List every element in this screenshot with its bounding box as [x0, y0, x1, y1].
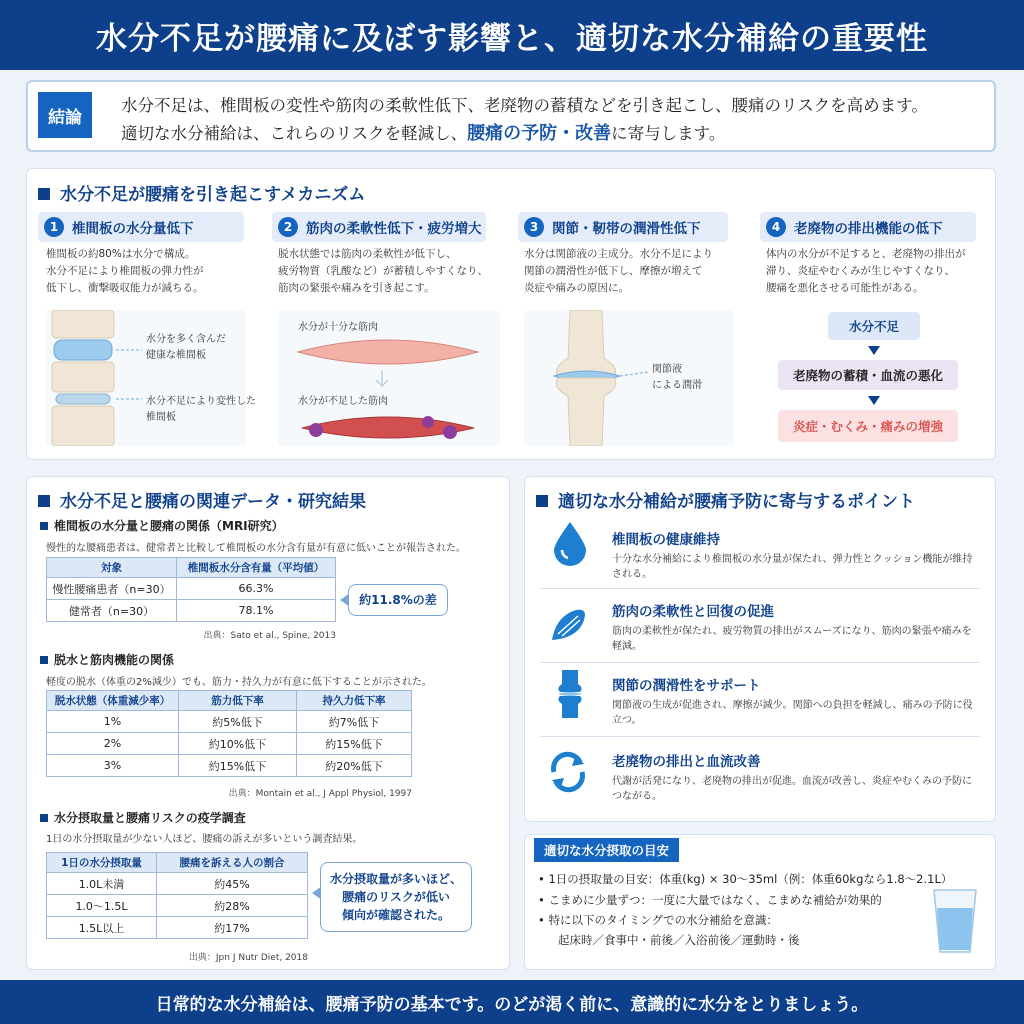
study-3-table	[46, 852, 308, 939]
study-1-table	[46, 557, 336, 622]
table-header: 筋力低下率	[179, 691, 297, 711]
guide-tag: 適切な水分摂取の目安	[534, 838, 679, 862]
joint-icon	[524, 310, 734, 446]
table-header: 持久力低下率	[297, 691, 412, 711]
table-cell: 健常者（n=30）	[47, 600, 177, 622]
mechanism-2-title: 筋肉の柔軟性低下・疲労増大	[306, 221, 482, 237]
mechanism-1-header	[38, 212, 244, 242]
study-2-source: 出典：Montain et al., J Appl Physiol, 1997	[228, 789, 412, 799]
table-cell: 3%	[47, 755, 179, 777]
mechanism-3-text: 水分は関節液の主成分。水分不足により 関節の潤滑性が低下し、摩擦が増えて 炎症や痛みの原因に。	[524, 248, 713, 294]
table-header: 椎間板水分含有量（平均値）	[177, 558, 336, 578]
table-row	[47, 578, 336, 600]
conclusion-highlight: 腰痛の予防・改善	[467, 123, 612, 144]
conclusion-line-2-pre: 適切な水分補給は、これらのリスクを軽減し、	[121, 124, 468, 143]
table-cell: 約17%	[157, 917, 308, 939]
table-header: 1日の水分摂取量	[47, 853, 157, 873]
table-cell: 約15%低下	[297, 733, 412, 755]
point-1-text: 十分な水分補給により椎間板の水分量が保たれ、弾力性とクッション機能が維持される。	[612, 554, 973, 580]
table-header: 脱水状態（体重減少率）	[47, 691, 179, 711]
conclusion-tag: 結論	[38, 92, 92, 138]
divider	[540, 662, 980, 663]
study-3-callout: 水分摂取量が多いほど、 腰痛のリスクが低い 傾向が確認された。	[320, 862, 472, 932]
mechanism-title: 水分不足が腰痛を引き起こすメカニズム	[38, 180, 365, 205]
mechanism-2-text: 脱水状態では筋肉の柔軟性が低下し、 疲労物質（乳酸など）が蓄積しやすくなり、 筋肉の緊張や痛みを引き起こす。	[278, 248, 488, 294]
table-row	[47, 917, 308, 939]
conclusion-line-2	[121, 119, 725, 145]
table-row	[47, 733, 412, 755]
guide-line-2: • こまめに少量ずつ：一度に大量ではなく、こまめな補給が効果的	[538, 893, 882, 907]
guide-line-4: 起床時／食事中・前後／入浴前後／運動時・後	[558, 933, 800, 947]
flow-step-waste: 老廃物の蓄積・血流の悪化	[778, 360, 958, 390]
study-2-desc: 軽度の脱水（体重の2%減少）でも、筋力・持久力が有意に低下することが示された。	[46, 677, 432, 688]
table-cell: 1.0L未満	[47, 873, 157, 895]
study-1-desc: 慢性的な腰痛患者は、健常者と比較して椎間板の水分含有量が有意に低いことが報告された。	[46, 543, 466, 554]
research-title: 水分不足と腰痛の関連データ・研究結果	[38, 487, 366, 512]
point-3-title: 関節の潤滑性をサポート	[612, 678, 761, 694]
study-2-table	[46, 690, 412, 777]
point-4-title: 老廃物の排出と血流改善	[612, 754, 761, 770]
table-row	[47, 895, 308, 917]
table-cell: 66.3%	[177, 578, 336, 600]
table-cell: 1%	[47, 711, 179, 733]
flow-step-inflammation: 炎症・むくみ・痛みの増強	[778, 410, 958, 442]
mechanism-1-title: 椎間板の水分量低下	[72, 221, 194, 237]
guide-line-3: • 特に以下のタイミングでの水分補給を意識：	[538, 913, 778, 927]
number-3-icon: 3	[524, 217, 544, 237]
divider	[540, 736, 980, 737]
mechanism-4-text: 体内の水分が不足すると、老廃物の排出が 滞り、炎症やむくみが生じやすくなり、 腰痛を悪化させる可能性がある。	[766, 248, 966, 294]
point-3-text: 関節液の生成が促進され、摩擦が減少。関節への負担を軽減し、痛みの予防に役立つ。	[612, 700, 973, 726]
mechanism-1-text: 椎間板の約80%は水分で構成。 水分不足により椎間板の弾力性が 低下し、衝撃吸収能力が減ちる。	[46, 248, 204, 294]
conclusion-line-2-post: に寄与します。	[611, 124, 726, 143]
study-3-desc: 1日の水分摂取量が少ない人ほど、腰痛の訴えが多いという調査結果。	[46, 834, 363, 845]
mechanism-4-header	[760, 212, 976, 242]
table-header: 腰痛を訴える人の割合	[157, 853, 308, 873]
bullet-square-icon	[40, 814, 48, 822]
flow-arrow-icon	[868, 346, 880, 355]
healthy-disc-label: 水分を多く含んだ 健康な椎間板	[146, 334, 226, 361]
dehydrated-muscle-label: 水分が不足した筋肉	[298, 396, 388, 407]
table-cell: 約20%低下	[297, 755, 412, 777]
study-3-title: 水分摂取量と腰痛リスクの疫学調査	[40, 809, 246, 826]
table-cell: 1.5L以上	[47, 917, 157, 939]
points-title: 適切な水分補給が腰痛予防に寄与するポイント	[536, 487, 915, 512]
point-1-title: 椎間板の健康維持	[612, 532, 720, 548]
bullet-square-icon	[40, 522, 48, 530]
table-row	[47, 755, 412, 777]
section-square-icon	[38, 495, 50, 507]
table-cell: 2%	[47, 733, 179, 755]
study-2-title: 脱水と筋肉機能の関係	[40, 651, 174, 668]
joint-icon	[550, 670, 590, 718]
table-cell: 慢性腰痛患者（n=30）	[47, 578, 177, 600]
study-1-callout: 約11.8%の差	[348, 584, 448, 616]
table-cell: 1.0〜1.5L	[47, 895, 157, 917]
point-4-text: 代謝が活発になり、老廃物の排出が促進。血流が改善し、炎症やむくみの予防につながる。	[612, 776, 972, 802]
study-1-source: 出典：Sato et al., Spine, 2013	[203, 631, 336, 641]
number-4-icon: 4	[766, 217, 786, 237]
mechanism-3-header	[518, 212, 728, 242]
table-cell: 78.1%	[177, 600, 336, 622]
footer-message: 日常的な水分補給は、腰痛予防の基本です。のどが渇く前に、意識的に水分をとりましょう。	[0, 980, 1024, 1024]
number-1-icon: 1	[44, 217, 64, 237]
joint-illustration	[524, 310, 734, 446]
guide-line-1: • 1日の摂取量の目安：体重(kg) × 30〜35ml（例：体重60kgなら1.8〜2.1L）	[538, 872, 953, 886]
table-header: 対象	[47, 558, 177, 578]
mechanism-2-header	[272, 212, 486, 242]
point-2-title: 筋肉の柔軟性と回復の促進	[612, 604, 774, 620]
study-1-title: 椎間板の水分量と腰痛の関係（MRI研究）	[40, 517, 284, 534]
table-cell: 約10%低下	[179, 733, 297, 755]
page-title: 水分不足が腰痛に及ぼす影響と、適切な水分補給の重要性	[0, 0, 1024, 70]
flow-step-dehydration: 水分不足	[828, 312, 920, 340]
number-2-icon: 2	[278, 217, 298, 237]
muscle-icon	[278, 310, 500, 446]
table-cell: 約7%低下	[297, 711, 412, 733]
point-2-text: 筋肉の柔軟性が保たれ、疲労物質の排出がスムーズになり、筋肉の緊張や痛みを軽減。	[612, 626, 972, 652]
table-row	[47, 600, 336, 622]
conclusion-line-1: 水分不足は、椎間板の変性や筋肉の柔軟性低下、老廃物の蓄積などを引き起こし、腰痛のリスクを高めます。	[121, 96, 928, 115]
spine-illustration	[46, 310, 256, 446]
water-drop-icon	[550, 520, 590, 566]
table-cell: 約5%低下	[179, 711, 297, 733]
table-row	[47, 873, 308, 895]
circulation-icon	[546, 750, 590, 794]
water-glass-icon	[930, 886, 980, 956]
muscle-icon	[546, 602, 590, 646]
bullet-square-icon	[40, 656, 48, 664]
flow-arrow-icon	[868, 396, 880, 405]
table-cell: 約15%低下	[179, 755, 297, 777]
divider	[540, 588, 980, 589]
table-cell: 約45%	[157, 873, 308, 895]
synovial-fluid-label: 関節液 による潤滑	[652, 364, 702, 391]
table-row	[47, 711, 412, 733]
conclusion-box	[26, 80, 996, 152]
mechanism-3-title: 関節・靭帯の潤滑性低下	[552, 221, 701, 237]
hydrated-muscle-label: 水分が十分な筋肉	[298, 322, 378, 333]
study-3-source: 出典：Jpn J Nutr Diet, 2018	[188, 953, 308, 963]
degenerated-disc-label: 水分不足により変性した 椎間板	[146, 396, 256, 423]
section-square-icon	[38, 188, 50, 200]
section-square-icon	[536, 495, 548, 507]
mechanism-4-title: 老廃物の排出機能の低下	[794, 221, 943, 237]
muscle-illustration	[278, 310, 500, 446]
table-cell: 約28%	[157, 895, 308, 917]
